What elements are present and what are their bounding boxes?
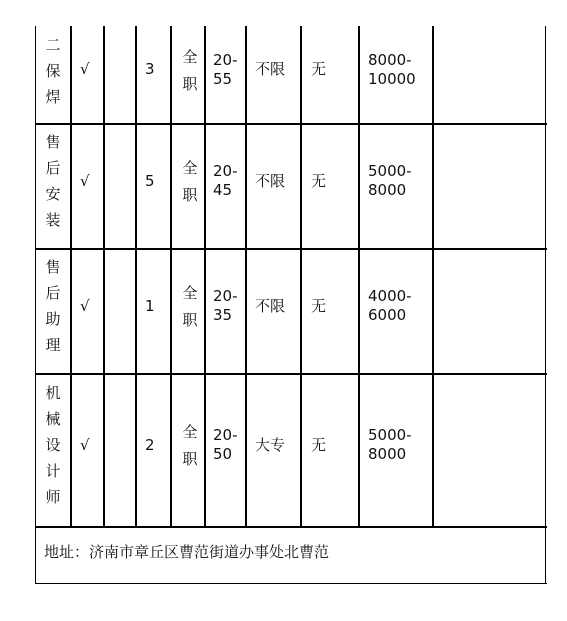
job-title-char: 后 xyxy=(45,159,61,177)
company-address: 地址：济南市章丘区曹范街道办事处北曹范 xyxy=(44,543,330,561)
job-title-cell xyxy=(41,32,65,110)
job-type-char: 全 xyxy=(182,284,198,302)
job-title-char: 设 xyxy=(45,436,61,454)
age-range-line: 20- xyxy=(213,287,238,305)
column-divider xyxy=(245,26,247,528)
salary-line: 8000 xyxy=(368,445,407,463)
headcount: 5 xyxy=(145,172,155,190)
experience-requirement: 无 xyxy=(311,297,327,315)
job-title-char: 二 xyxy=(45,36,61,54)
column-divider xyxy=(70,26,72,528)
age-range-line: 20- xyxy=(213,51,238,69)
job-title-char: 计 xyxy=(45,462,61,480)
job-type-char: 职 xyxy=(182,186,198,204)
job-type-char: 全 xyxy=(182,159,198,177)
age-range xyxy=(213,426,238,464)
age-range-line: 45 xyxy=(213,181,233,199)
row-divider xyxy=(36,248,547,250)
experience-requirement: 无 xyxy=(311,60,327,78)
age-range-line: 50 xyxy=(213,445,233,463)
job-title-char: 装 xyxy=(45,211,61,229)
table-right-border xyxy=(545,26,546,584)
check-mark: √ xyxy=(80,60,90,78)
job-title-cell xyxy=(41,380,65,510)
column-divider xyxy=(204,26,206,528)
job-title-char: 机 xyxy=(45,384,61,402)
job-type-char: 职 xyxy=(182,450,198,468)
column-divider xyxy=(432,26,434,528)
column-divider xyxy=(358,26,360,528)
age-range xyxy=(213,51,238,89)
salary-range xyxy=(368,426,412,464)
salary-range xyxy=(368,51,416,89)
job-type-cell xyxy=(178,155,202,209)
gender-requirement: 不限 xyxy=(255,172,286,190)
job-type-char: 职 xyxy=(182,311,198,329)
job-type-cell xyxy=(178,280,202,334)
job-title-char: 械 xyxy=(45,410,61,428)
age-range-line: 55 xyxy=(213,70,233,88)
job-title-char: 售 xyxy=(45,133,61,151)
job-title-cell xyxy=(41,129,65,233)
salary-line: 10000 xyxy=(368,70,416,88)
table-bottom-border xyxy=(36,583,547,584)
age-range-line: 20- xyxy=(213,426,238,444)
row-divider xyxy=(36,526,547,528)
job-title-char: 安 xyxy=(45,185,61,203)
experience-requirement: 无 xyxy=(311,436,327,454)
education-requirement: 大专 xyxy=(255,436,286,454)
salary-line: 4000- xyxy=(368,287,412,305)
gender-requirement: 不限 xyxy=(255,297,286,315)
row-divider xyxy=(36,373,547,375)
job-type-char: 职 xyxy=(182,75,198,93)
salary-line: 8000 xyxy=(368,181,407,199)
job-title-char: 焊 xyxy=(45,88,61,106)
column-divider xyxy=(135,26,137,528)
job-type-cell xyxy=(178,44,202,98)
salary-line: 8000- xyxy=(368,51,412,69)
job-title-char: 保 xyxy=(45,62,61,80)
check-mark: √ xyxy=(80,297,90,315)
experience-requirement: 无 xyxy=(311,172,327,190)
job-title-char: 后 xyxy=(45,284,61,302)
age-range xyxy=(213,162,238,200)
age-range-line: 35 xyxy=(213,306,233,324)
job-type-char: 全 xyxy=(182,423,198,441)
job-title-char: 助 xyxy=(45,310,61,328)
row-divider xyxy=(36,123,547,125)
age-range-line: 20- xyxy=(213,162,238,180)
job-type-char: 全 xyxy=(182,48,198,66)
salary-line: 6000 xyxy=(368,306,407,324)
salary-line: 5000- xyxy=(368,426,412,444)
check-mark: √ xyxy=(80,436,90,454)
job-title-char: 售 xyxy=(45,258,61,276)
column-divider xyxy=(103,26,105,528)
headcount: 2 xyxy=(145,436,155,454)
job-title-char: 师 xyxy=(45,488,61,506)
headcount: 3 xyxy=(145,60,155,78)
table-left-border xyxy=(35,26,36,584)
column-divider xyxy=(300,26,302,528)
job-title-cell xyxy=(41,254,65,358)
job-title-char: 理 xyxy=(45,336,61,354)
salary-line: 5000- xyxy=(368,162,412,180)
check-mark: √ xyxy=(80,172,90,190)
age-range xyxy=(213,287,238,325)
column-divider xyxy=(170,26,172,528)
headcount: 1 xyxy=(145,297,155,315)
salary-range xyxy=(368,287,412,325)
salary-range xyxy=(368,162,412,200)
gender-requirement: 不限 xyxy=(255,60,286,78)
job-type-cell xyxy=(178,419,202,473)
